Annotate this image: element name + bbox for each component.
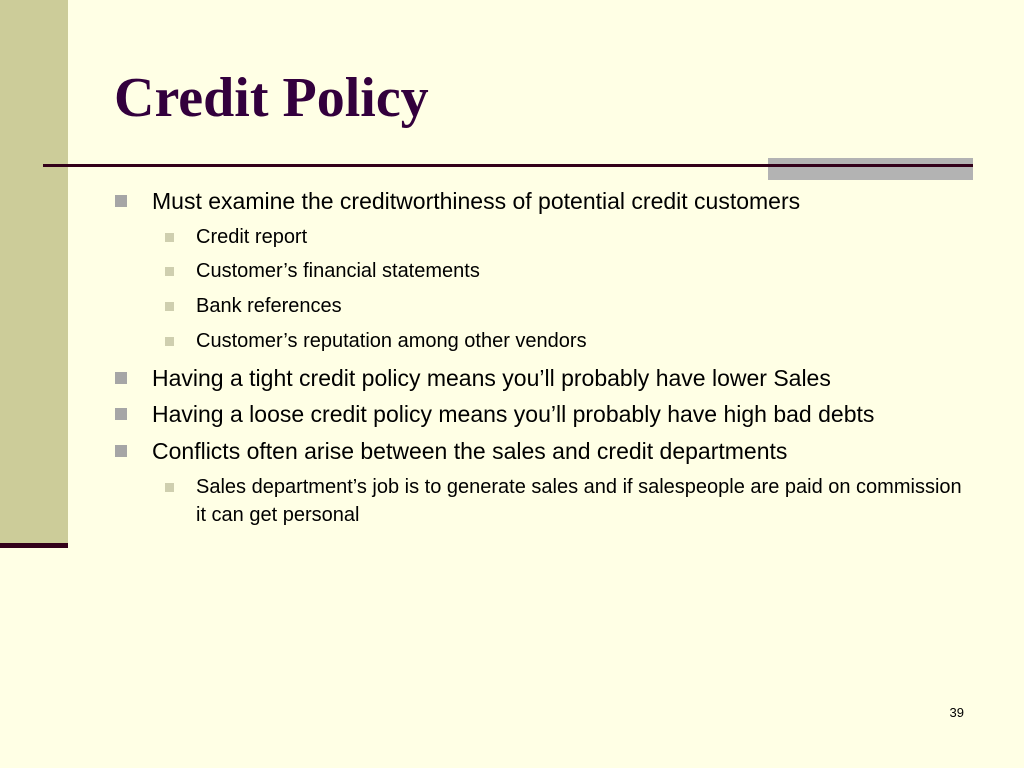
sub-bullet-text: Customer’s financial statements [196,260,480,282]
square-sub-bullet-icon [165,337,174,346]
sub-bullet-text: Sales department’s job is to generate sales and if salespeople are paid on commission it can get personal [196,476,962,526]
bullet-item [152,400,874,428]
sub-bullet-item [196,292,342,320]
square-bullet-icon [115,408,127,420]
square-sub-bullet-icon [165,233,174,242]
sub-bullet-text: Bank references [196,295,342,317]
square-sub-bullet-icon [165,302,174,311]
sub-bullet-item [196,473,966,529]
bullet-item [152,364,831,392]
square-sub-bullet-icon [165,267,174,276]
title-rule-accent-block [768,158,973,180]
square-bullet-icon [115,372,127,384]
page-number: 39 [949,705,964,720]
side-decorative-bar [0,0,68,546]
sub-bullet-item [196,327,587,355]
bullet-text: Conflicts often arise between the sales and credit departments [152,438,788,464]
bullet-item [152,437,787,465]
sub-bullet-text: Customer’s reputation among other vendors [196,330,587,352]
bullet-text: Having a tight credit policy means you’ll probably have lower Sales [152,365,831,391]
square-sub-bullet-icon [165,483,174,492]
sub-bullet-item [196,257,480,285]
title-divider-rule [43,164,973,167]
sub-bullet-item [196,223,307,251]
square-bullet-icon [115,195,127,207]
bullet-text: Having a loose credit policy means you’ll probably have high bad debts [152,401,875,427]
slide-title: Credit Policy [114,67,429,129]
bullet-item [152,187,800,215]
sub-bullet-text: Credit report [196,226,308,248]
bullet-text: Must examine the creditworthiness of potential credit customers [152,188,801,214]
square-bullet-icon [115,445,127,457]
side-accent-line [0,543,68,548]
